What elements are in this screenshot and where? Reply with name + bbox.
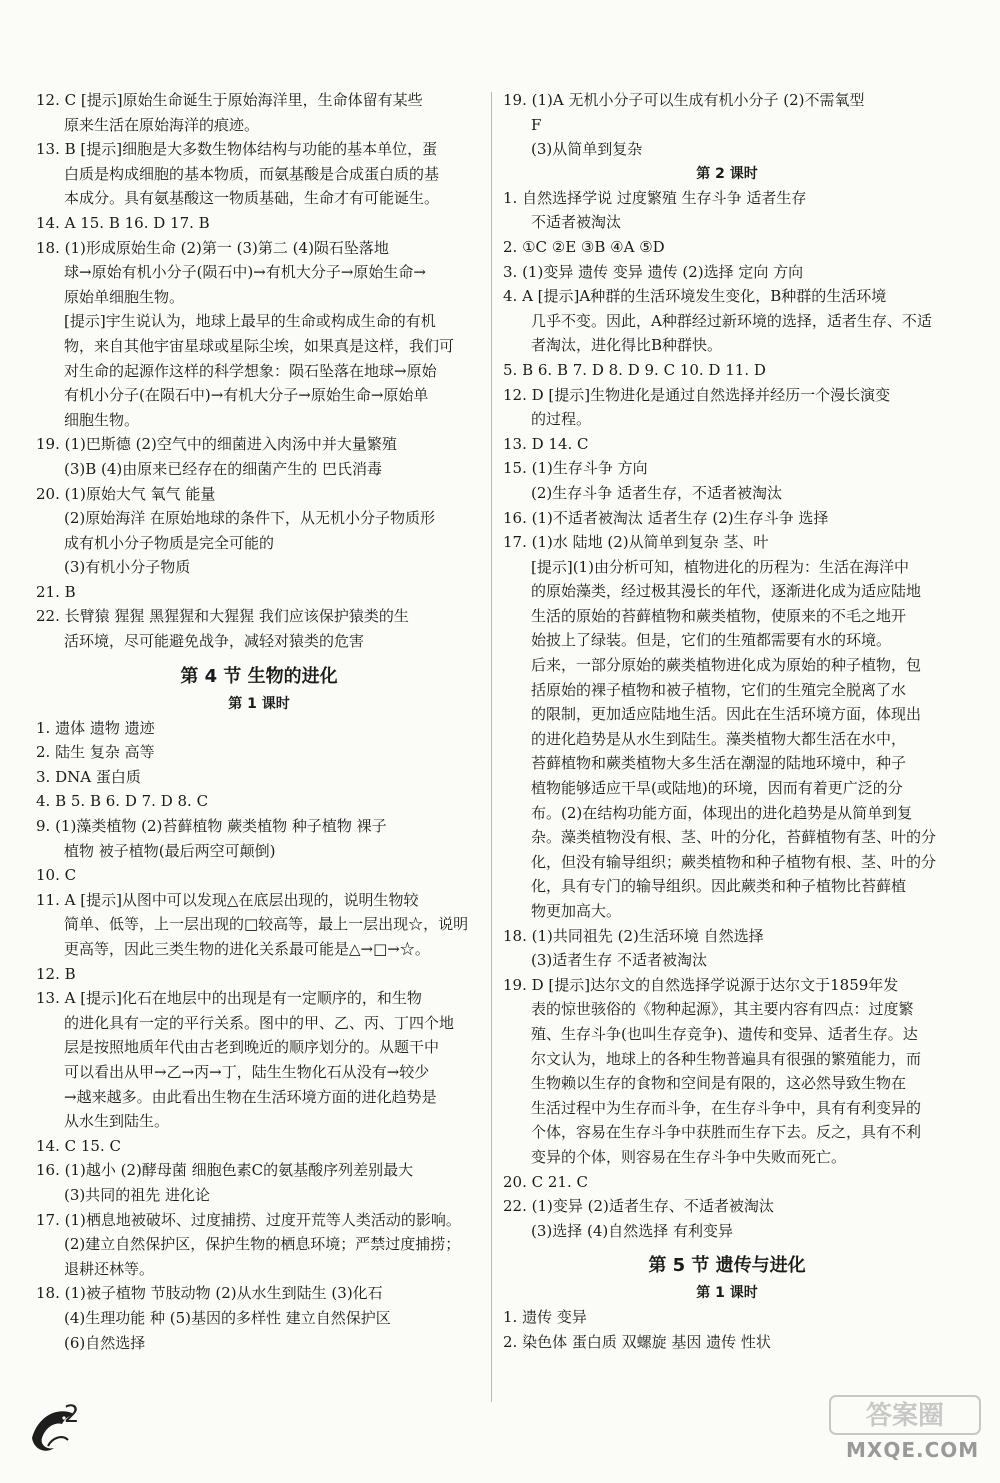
answer-line: 11. A [提示]从图中可以发现△在底层出现的，说明生物较 xyxy=(36,890,419,909)
answer-line: 1. 自然选择学说 过度繁殖 生存斗争 适者生存 xyxy=(503,188,807,207)
lesson-heading: 第 1 课时 xyxy=(228,695,290,712)
answer-line: 3. DNA 蛋白质 xyxy=(36,767,141,786)
answer-line: 20. (1)原始大气 氧气 能量 xyxy=(36,484,216,503)
answer-line: (3)有机小分子物质 xyxy=(64,558,191,577)
answer-line: 19. (1)巴斯德 (2)空气中的细菌进入肉汤中并大量繁殖 xyxy=(36,435,397,454)
answer-line: 2. 染色体 蛋白质 双螺旋 基因 遗传 性状 xyxy=(503,1332,771,1351)
answer-line: 的进化趋势是从水生到陆生。藻类植物大都生活在水中， xyxy=(531,729,907,748)
answer-line: 12. D [提示]生物进化是通过自然选择并经历一个漫长演变 xyxy=(503,385,891,404)
answer-line: 从水生到陆生。 xyxy=(64,1112,170,1131)
answer-line: 的过程。 xyxy=(531,410,592,429)
answer-line: 生物赖以生存的食物和空间是有限的，这必然导致生物在 xyxy=(531,1074,907,1093)
answer-line: 布。(2)在结构功能方面，体现出的进化趋势是从简单到复 xyxy=(531,803,913,822)
answer-line: 18. (1)形成原始生命 (2)第一 (3)第二 (4)陨石坠落地 xyxy=(36,238,389,257)
answer-line: 16. (1)越小 (2)酵母菌 细胞色素C的氨基酸序列差别最大 xyxy=(36,1161,414,1180)
answer-line: 原始单细胞生物。 xyxy=(64,287,185,306)
answer-line: 细胞生物。 xyxy=(64,410,140,429)
answer-line: 变异的个体，则容易在生存斗争中失败而死亡。 xyxy=(531,1147,847,1166)
answer-line: 22. (1)变异 (2)适者生存、不适者被淘汰 xyxy=(503,1197,774,1216)
answer-line: 原来生活在原始海洋的痕迹。 xyxy=(64,115,260,134)
answer-line: 层是按照地质年代由古老到晚近的顺序划分的。从题干中 xyxy=(64,1038,440,1057)
answer-line: (3)B (4)由原来已经存在的细菌产生的 巴氏消毒 xyxy=(64,459,383,478)
answer-line: 的原始藻类，经过极其漫长的年代，逐渐进化成为适应陆地 xyxy=(531,582,922,601)
answer-line: 几乎不变。因此，A种群经过新环境的选择，适者生存、不适 xyxy=(531,311,932,330)
answer-line: 17. (1)栖息地被破坏、过度捕捞、过度开荒等人类活动的影响。 xyxy=(36,1210,461,1229)
answer-line: 退耕还林等。 xyxy=(64,1259,155,1278)
answer-line: 殖、生存斗争(也叫生存竞争)、遗传和变异、适者生存。达 xyxy=(531,1024,918,1043)
answer-line: 14. C 15. C xyxy=(36,1136,121,1155)
answer-line: 括原始的裸子植物和被子植物，它们的生殖完全脱离了水 xyxy=(531,680,907,699)
answer-line: 13. B [提示]细胞是大多数生物体结构与功能的基本单位，蛋 xyxy=(36,140,438,159)
answer-line: 1. 遗传 变异 xyxy=(503,1308,587,1327)
answer-line: (2)原始海洋 在原始地球的条件下，从无机小分子物质形 xyxy=(64,509,436,528)
answer-line: 21. B xyxy=(36,582,76,601)
lesson-heading: 第 1 课时 xyxy=(696,1285,758,1302)
answer-line: 化，但没有输导组织；蕨类植物和种子植物有根、茎、叶的分 xyxy=(531,852,937,871)
answer-line: 10. C xyxy=(36,866,77,885)
answer-line: 苔藓植物和蕨类植物大多生活在潮湿的陆地环境中，种子 xyxy=(531,754,907,773)
answer-line: 本成分。具有氨基酸这一物质基础，生命才有可能诞生。 xyxy=(64,189,440,208)
answer-line: 18. (1)被子植物 节肢动物 (2)从水生到陆生 (3)化石 xyxy=(36,1284,383,1303)
answer-line: 对生命的起源作这样的科学想象：陨石坠落在地球→原始 xyxy=(64,361,437,380)
answer-line: 5. B 6. B 7. D 8. D 9. C 10. D 11. D xyxy=(503,360,766,379)
answer-line: F xyxy=(531,115,542,134)
answer-line: 生活过程中为生存而斗争，在生存斗争中，具有有利变异的 xyxy=(531,1098,922,1117)
answer-line: 4. A [提示]A种群的生活环境发生变化，B种群的生活环境 xyxy=(503,287,887,306)
answer-line: 9. (1)藻类植物 (2)苔藓植物 蕨类植物 种子植物 裸子 xyxy=(36,817,387,836)
answer-line: 杂。藻类植物没有根、茎、叶的分化，苔藓植物有茎、叶的分 xyxy=(531,828,937,847)
answer-line: 12. B xyxy=(36,964,76,983)
answer-line: 成有机小分子物质是完全可能的 xyxy=(64,533,275,552)
answer-line: (2)建立自然保护区，保护生物的栖息环境；严禁过度捕捞； xyxy=(64,1235,461,1254)
answer-line: 2. ①C ②E ③B ④A ⑤D xyxy=(503,237,665,256)
answer-line: 16. (1)不适者被淘汰 适者生存 (2)生存斗争 选择 xyxy=(503,508,829,527)
answer-line: 更高等，因此三类生物的进化关系最可能是△→□→☆。 xyxy=(64,940,430,958)
answer-line: 白质是构成细胞的基本物质，而氨基酸是合成蛋白质的基 xyxy=(64,164,440,183)
answer-line: (3)从简单到复杂 xyxy=(531,140,643,159)
answer-line: 13. A [提示]化石在地层中的出现是有一定顺序的，和生物 xyxy=(36,989,422,1008)
answer-line: 简单、低等，上一层出现的□较高等，最上一层出现☆，说明 xyxy=(64,915,469,934)
answer-line: 植物 被子植物(最后两空可颠倒) xyxy=(64,841,276,860)
answer-line: 可以看出从甲→乙→丙→丁，陆生生物化石从没有→较少 xyxy=(64,1062,430,1081)
section-heading: 第 4 节 生物的进化 xyxy=(180,665,338,687)
answer-line: 1. 遗体 遗物 遗迹 xyxy=(36,718,155,737)
answer-line: 3. (1)变异 遗传 变异 遗传 (2)选择 定向 方向 xyxy=(503,262,804,281)
answer-line: →越来越多。由此看出生物在生活环境方面的进化趋势是 xyxy=(64,1087,437,1106)
answer-line: (4)生理功能 种 (5)基因的多样性 建立自然保护区 xyxy=(64,1308,391,1327)
answer-line: 后来，一部分原始的蕨类植物进化成为原始的种子植物，包 xyxy=(531,656,922,675)
answer-line: (2)生存斗争 适者生存，不适者被淘汰 xyxy=(531,483,783,502)
answer-line: 19. D [提示]达尔文的自然选择学说源于达尔文于1859年发 xyxy=(503,975,899,994)
right-column xyxy=(503,88,951,1355)
column-divider xyxy=(491,92,492,1402)
answer-line: (3)共同的祖先 进化论 xyxy=(64,1185,211,1204)
answer-line: 物，来自其他宇宙星球或星际尘埃，如果真是这样，我们可 xyxy=(64,336,455,355)
answer-line: (3)选择 (4)自然选择 有利变异 xyxy=(531,1221,734,1240)
answer-line: 有机小分子(在陨石中)→有机大分子→原始生命→原始单 xyxy=(64,386,429,405)
answer-line: 尔文认为，地球上的各种生物普遍具有很强的繁殖能力，而 xyxy=(531,1049,922,1068)
left-column xyxy=(36,88,482,1355)
answer-line: 13. D 14. C xyxy=(503,434,589,453)
answer-line: 的限制，更加适应陆地生活。因此在生活环境方面，体现出 xyxy=(531,705,922,724)
answer-line: 15. (1)生存斗争 方向 xyxy=(503,459,648,478)
answer-line: 活环境，尽可能避免战争，减轻对猿类的危害 xyxy=(64,632,365,651)
answer-line: 20. C 21. C xyxy=(503,1172,588,1191)
page-number: 2 xyxy=(64,1400,80,1428)
answer-line: 球→原始有机小分子(陨石中)→有机大分子→原始生命→ xyxy=(64,263,426,282)
answer-line: 始披上了绿装。但是，它们的生殖都需要有水的环境。 xyxy=(531,631,892,650)
answer-line: 个体，容易在生存斗争中获胜而生存下去。反之，具有不利 xyxy=(531,1123,922,1142)
answer-line: 物更加高大。 xyxy=(531,902,622,920)
answer-line: 不适者被淘汰 xyxy=(531,213,622,232)
answer-line: 表的惊世骇俗的《物种起源》，其主要内容有四点：过度繁 xyxy=(531,1000,914,1019)
answer-line: [提示]宇生说认为，地球上最早的生命或构成生命的有机 xyxy=(64,312,436,331)
answer-line: (3)适者生存 不适者被淘汰 xyxy=(531,951,708,970)
answer-line: 14. A 15. B 16. D 17. B xyxy=(36,213,210,232)
answer-line: 4. B 5. B 6. D 7. D 8. C xyxy=(36,792,209,811)
answer-line: [提示](1)由分析可知，植物进化的历程为：生活在海洋中 xyxy=(531,557,909,576)
answer-line: 者淘汰，进化得比B种群快。 xyxy=(531,336,723,355)
answer-line: 17. (1)水 陆地 (2)从简单到复杂 茎、叶 xyxy=(503,533,769,552)
answer-line: 22. 长臂猿 猩猩 黑猩猩和大猩猩 我们应该保护猿类的生 xyxy=(36,607,409,626)
answer-line: 19. (1)A 无机小分子可以生成有机小分子 (2)不需氧型 xyxy=(503,91,865,109)
answer-line: 植物能够适应干旱(或陆地)的环境，因而有着更广泛的分 xyxy=(531,779,903,798)
answer-line: 12. C [提示]原始生命诞生于原始海洋里，生命体留有某些 xyxy=(36,91,423,109)
answer-line: 生活的原始的苔藓植物和蕨类植物，使原来的不毛之地开 xyxy=(531,606,907,625)
answer-line: 的进化具有一定的平行关系。图中的甲、乙、丙、丁四个地 xyxy=(64,1013,455,1032)
answer-line: (6)自然选择 xyxy=(64,1333,146,1352)
section-heading: 第 5 节 遗传与进化 xyxy=(648,1255,806,1277)
lesson-heading: 第 2 课时 xyxy=(696,165,758,182)
answer-line: 18. (1)共同祖先 (2)生活环境 自然选择 xyxy=(503,926,764,945)
watermark-text: MXQE.COM xyxy=(846,1438,980,1462)
answer-line: 化，具有专门的输导组织。因此蕨类和种子植物比苔藓植 xyxy=(531,877,907,896)
svg-text:答案圈: 答案圈 xyxy=(865,1401,945,1431)
answer-line: 2. 陆生 复杂 高等 xyxy=(36,743,155,762)
